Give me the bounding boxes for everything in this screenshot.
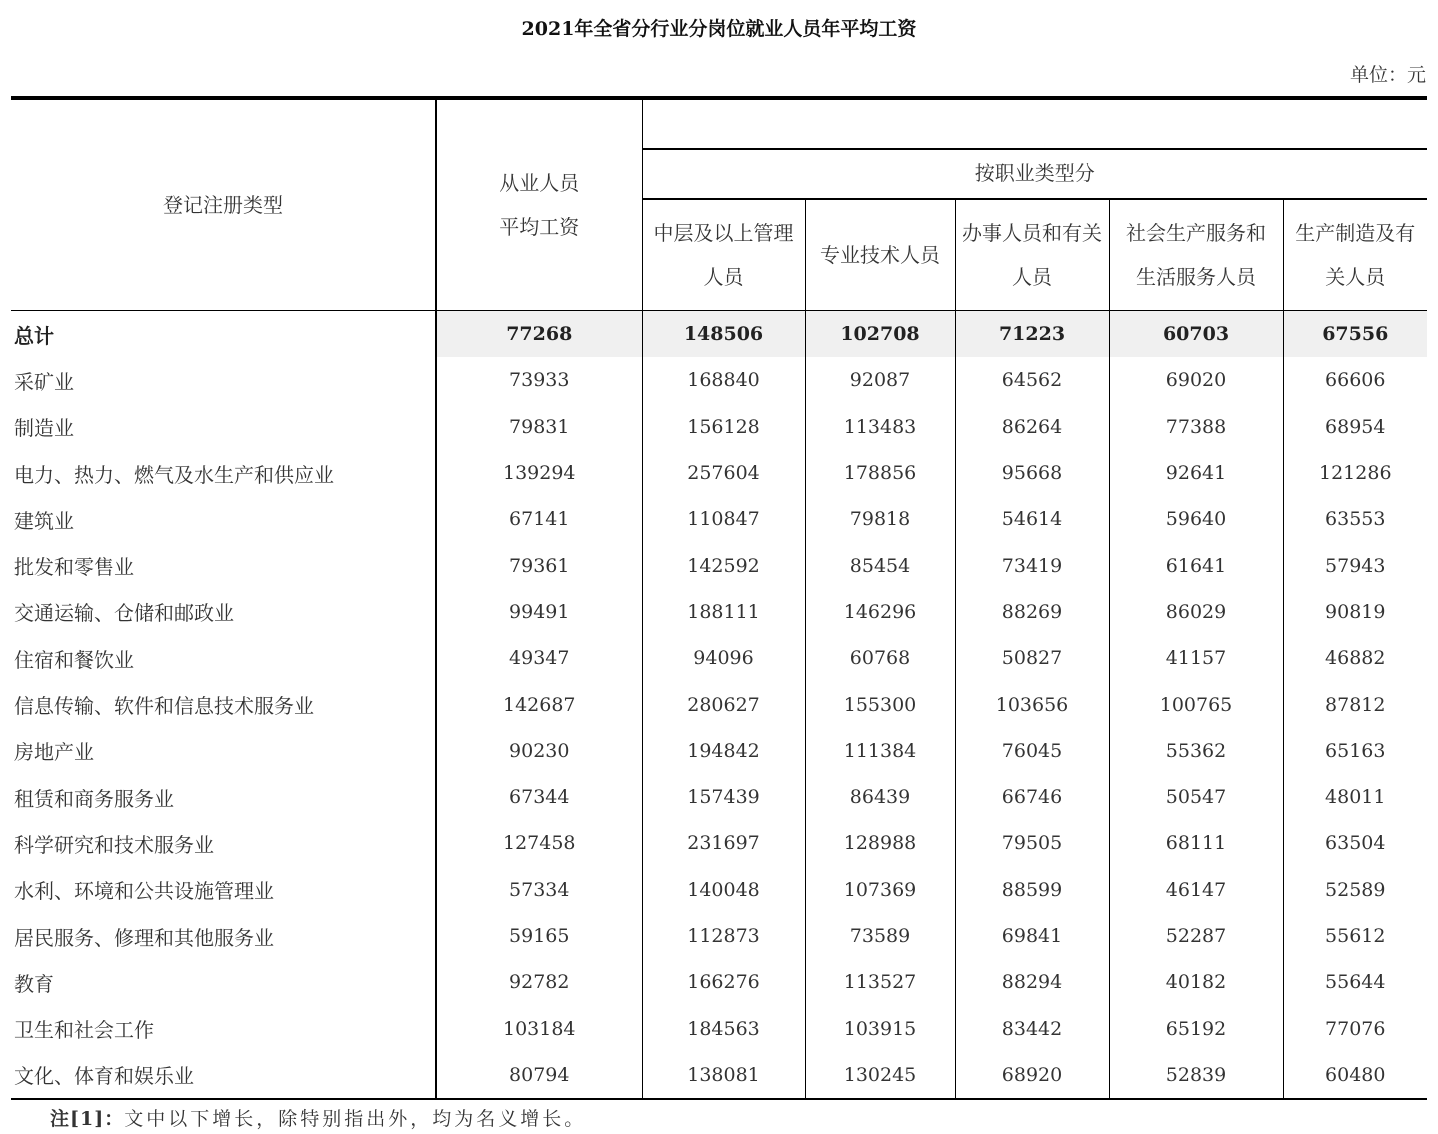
cell-occ3: 103656	[955, 681, 1109, 727]
cell-occ2: 103915	[805, 1005, 955, 1051]
cell-occ2: 111384	[805, 728, 955, 774]
cell-occ2: 113483	[805, 404, 955, 450]
table-row	[11, 913, 1427, 959]
cell-avg-wage: 77268	[436, 311, 642, 358]
cell-occ1: 157439	[642, 774, 805, 820]
cell-occ2: 86439	[805, 774, 955, 820]
cell-occ4: 100765	[1109, 681, 1283, 727]
cell-occ1: 257604	[642, 450, 805, 496]
table-row	[11, 450, 1427, 496]
row-name: 房地产业	[11, 728, 436, 774]
cell-occ2: 85454	[805, 542, 955, 588]
header-group-label: 按职业类型分	[643, 148, 1428, 198]
header-occ4-line1: 社会生产服务和	[1126, 221, 1266, 245]
cell-occ5: 65163	[1325, 739, 1386, 762]
cell-avg-wage: 142687	[436, 681, 642, 727]
cell-occ4: 41157	[1109, 635, 1283, 681]
cell-occ2: 102708	[805, 311, 955, 358]
header-occ1-line2: 人员	[703, 265, 744, 289]
cell-occ4: 92641	[1109, 450, 1283, 496]
cell-occ4: 77388	[1109, 404, 1283, 450]
cell-avg-wage: 67141	[436, 496, 642, 542]
cell-occ5: 46882	[1325, 647, 1386, 670]
cell-occ4: 55362	[1109, 728, 1283, 774]
cell-occ5: 87812	[1325, 693, 1386, 716]
cell-occ3: 71223	[955, 311, 1109, 358]
table-row	[11, 589, 1427, 635]
header-occ4-line2: 生活服务人员	[1136, 265, 1256, 289]
header-occ1-line1: 中层及以上管理	[653, 221, 794, 245]
row-name: 科学研究和技术服务业	[11, 820, 436, 866]
cell-occ5: 60480	[1325, 1063, 1386, 1086]
row-name: 交通运输、仓储和邮政业	[11, 589, 436, 635]
row-name: 制造业	[11, 404, 436, 450]
cell-occ1: 184563	[642, 1005, 805, 1051]
cell-avg-wage: 73933	[436, 357, 642, 403]
cell-avg-wage: 79831	[436, 404, 642, 450]
cell-avg-wage: 67344	[436, 774, 642, 820]
cell-occ4: 46147	[1109, 867, 1283, 913]
cell-avg-wage: 59165	[436, 913, 642, 959]
cell-occ3: 68920	[955, 1052, 1109, 1099]
cell-occ3: 88599	[955, 867, 1109, 913]
cell-avg-wage: 127458	[436, 820, 642, 866]
cell-occ3: 66746	[955, 774, 1109, 820]
footnote-label: 注[1]：	[50, 1108, 125, 1130]
header-avg-wage-line2: 平均工资	[499, 215, 580, 239]
cell-occ4: 50547	[1109, 774, 1283, 820]
table-row	[11, 404, 1427, 450]
cell-occ5: 52589	[1325, 878, 1386, 901]
cell-occ2: 128988	[805, 820, 955, 866]
header-group	[642, 98, 1427, 199]
cell-occ5: 63504	[1325, 832, 1386, 855]
table-row	[11, 867, 1427, 913]
table-row	[11, 681, 1427, 727]
cell-occ3: 54614	[955, 496, 1109, 542]
cell-occ4: 65192	[1109, 1005, 1283, 1051]
cell-occ1: 188111	[642, 589, 805, 635]
table-row	[11, 1005, 1427, 1051]
row-name: 卫生和社会工作	[11, 1005, 436, 1051]
cell-occ5: 57943	[1325, 554, 1386, 577]
cell-occ2: 130245	[805, 1052, 955, 1099]
cell-occ5: 68954	[1325, 415, 1386, 438]
cell-occ3: 88294	[955, 959, 1109, 1005]
cell-occ4: 61641	[1109, 542, 1283, 588]
cell-occ1: 138081	[642, 1052, 805, 1099]
cell-occ1: 140048	[642, 867, 805, 913]
cell-occ2: 178856	[805, 450, 955, 496]
cell-occ5: 66606	[1325, 369, 1386, 392]
header-occ-professional	[805, 199, 955, 311]
row-name: 批发和零售业	[11, 542, 436, 588]
cell-occ1: 231697	[642, 820, 805, 866]
cell-avg-wage: 57334	[436, 867, 642, 913]
cell-occ2: 92087	[805, 357, 955, 403]
table-row-total	[11, 311, 1427, 358]
cell-occ3: 50827	[955, 635, 1109, 681]
header-occ5-line1: 生产制造及有	[1295, 221, 1416, 245]
cell-occ2: 155300	[805, 681, 955, 727]
header-occ2-label: 专业技术人员	[820, 243, 940, 267]
cell-occ5: 90819	[1325, 600, 1386, 623]
table-row	[11, 1052, 1427, 1099]
cell-occ2: 107369	[805, 867, 955, 913]
row-name: 电力、热力、燃气及水生产和供应业	[11, 450, 436, 496]
table-row	[11, 820, 1427, 866]
cell-occ4: 68111	[1109, 820, 1283, 866]
cell-occ5: 48011	[1325, 786, 1386, 809]
cell-avg-wage: 99491	[436, 589, 642, 635]
cell-occ4: 59640	[1109, 496, 1283, 542]
cell-occ4: 86029	[1109, 589, 1283, 635]
cell-occ2: 113527	[805, 959, 955, 1005]
cell-avg-wage: 103184	[436, 1005, 642, 1051]
table-row	[11, 774, 1427, 820]
row-name: 水利、环境和公共设施管理业	[11, 867, 436, 913]
cell-avg-wage: 80794	[436, 1052, 642, 1099]
row-name: 租赁和商务服务业	[11, 774, 436, 820]
cell-avg-wage: 90230	[436, 728, 642, 774]
header-occ-service	[1109, 199, 1283, 311]
header-category	[11, 98, 436, 311]
row-name: 建筑业	[11, 496, 436, 542]
cell-occ4: 69020	[1109, 357, 1283, 403]
cell-occ1: 280627	[642, 681, 805, 727]
table-row	[11, 542, 1427, 588]
cell-occ3: 83442	[955, 1005, 1109, 1051]
cell-occ1: 156128	[642, 404, 805, 450]
cell-occ2: 146296	[805, 589, 955, 635]
cell-occ5: 77076	[1325, 1017, 1386, 1040]
cell-occ3: 76045	[955, 728, 1109, 774]
table-row	[11, 959, 1427, 1005]
cell-occ2: 73589	[805, 913, 955, 959]
cell-occ3: 79505	[955, 820, 1109, 866]
page-title: 2021年全省分行业分岗位就业人员年平均工资	[521, 18, 917, 40]
cell-occ5: 121286	[1319, 462, 1392, 485]
table-row	[11, 635, 1427, 681]
row-name: 文化、体育和娱乐业	[11, 1052, 436, 1099]
cell-avg-wage: 49347	[436, 635, 642, 681]
table-body	[11, 311, 1427, 1100]
cell-occ4: 60703	[1109, 311, 1283, 358]
header-avg-wage-line1: 从业人员	[499, 171, 580, 195]
cell-occ5: 63553	[1325, 508, 1386, 531]
header-category-label: 登记注册类型	[163, 193, 283, 217]
cell-occ1: 110847	[642, 496, 805, 542]
cell-occ4: 52839	[1109, 1052, 1283, 1099]
cell-occ1: 168840	[642, 357, 805, 403]
cell-occ3: 69841	[955, 913, 1109, 959]
cell-occ1: 166276	[642, 959, 805, 1005]
cell-occ3: 95668	[955, 450, 1109, 496]
unit-label: 单位：元	[1349, 64, 1426, 86]
header-occ3-line1: 办事人员和有关	[962, 221, 1102, 245]
footnote-text: 文中以下增长，除特别指出外，均为名义增长。	[124, 1108, 587, 1130]
table-row	[11, 357, 1427, 403]
header-occ-production	[1283, 199, 1427, 311]
cell-occ3: 88269	[955, 589, 1109, 635]
header-occ-management	[642, 199, 805, 311]
table-row	[11, 496, 1427, 542]
cell-occ3: 86264	[955, 404, 1109, 450]
header-occ-clerical	[955, 199, 1109, 311]
cell-occ5: 55612	[1325, 925, 1386, 947]
footnote	[50, 1104, 586, 1131]
wage-table-container	[11, 96, 1427, 1100]
cell-occ2: 79818	[805, 496, 955, 542]
cell-occ1: 112873	[642, 913, 805, 959]
row-name: 教育	[11, 959, 436, 1005]
cell-occ4: 52287	[1109, 913, 1283, 959]
cell-avg-wage: 139294	[436, 450, 642, 496]
cell-avg-wage: 92782	[436, 959, 642, 1005]
cell-occ1: 194842	[642, 728, 805, 774]
row-name: 住宿和餐饮业	[11, 635, 436, 681]
cell-avg-wage: 79361	[436, 542, 642, 588]
cell-occ1: 148506	[642, 311, 805, 358]
cell-occ4: 40182	[1109, 959, 1283, 1005]
header-occ3-line2: 人员	[1012, 265, 1052, 289]
row-name: 总计	[11, 311, 436, 358]
cell-occ2: 60768	[805, 635, 955, 681]
row-name: 居民服务、修理和其他服务业	[11, 913, 436, 959]
wage-table	[11, 96, 1427, 1100]
table-row	[11, 728, 1427, 774]
row-name: 采矿业	[11, 357, 436, 403]
cell-occ3: 73419	[955, 542, 1109, 588]
cell-occ3: 64562	[955, 357, 1109, 403]
cell-occ1: 142592	[642, 542, 805, 588]
row-name: 信息传输、软件和信息技术服务业	[11, 681, 436, 727]
header-occ5-line2: 关人员	[1325, 265, 1386, 289]
cell-occ5: 55644	[1325, 971, 1386, 994]
cell-occ5: 67556	[1283, 311, 1427, 358]
header-avg-wage	[436, 98, 642, 311]
cell-occ1: 94096	[642, 635, 805, 681]
